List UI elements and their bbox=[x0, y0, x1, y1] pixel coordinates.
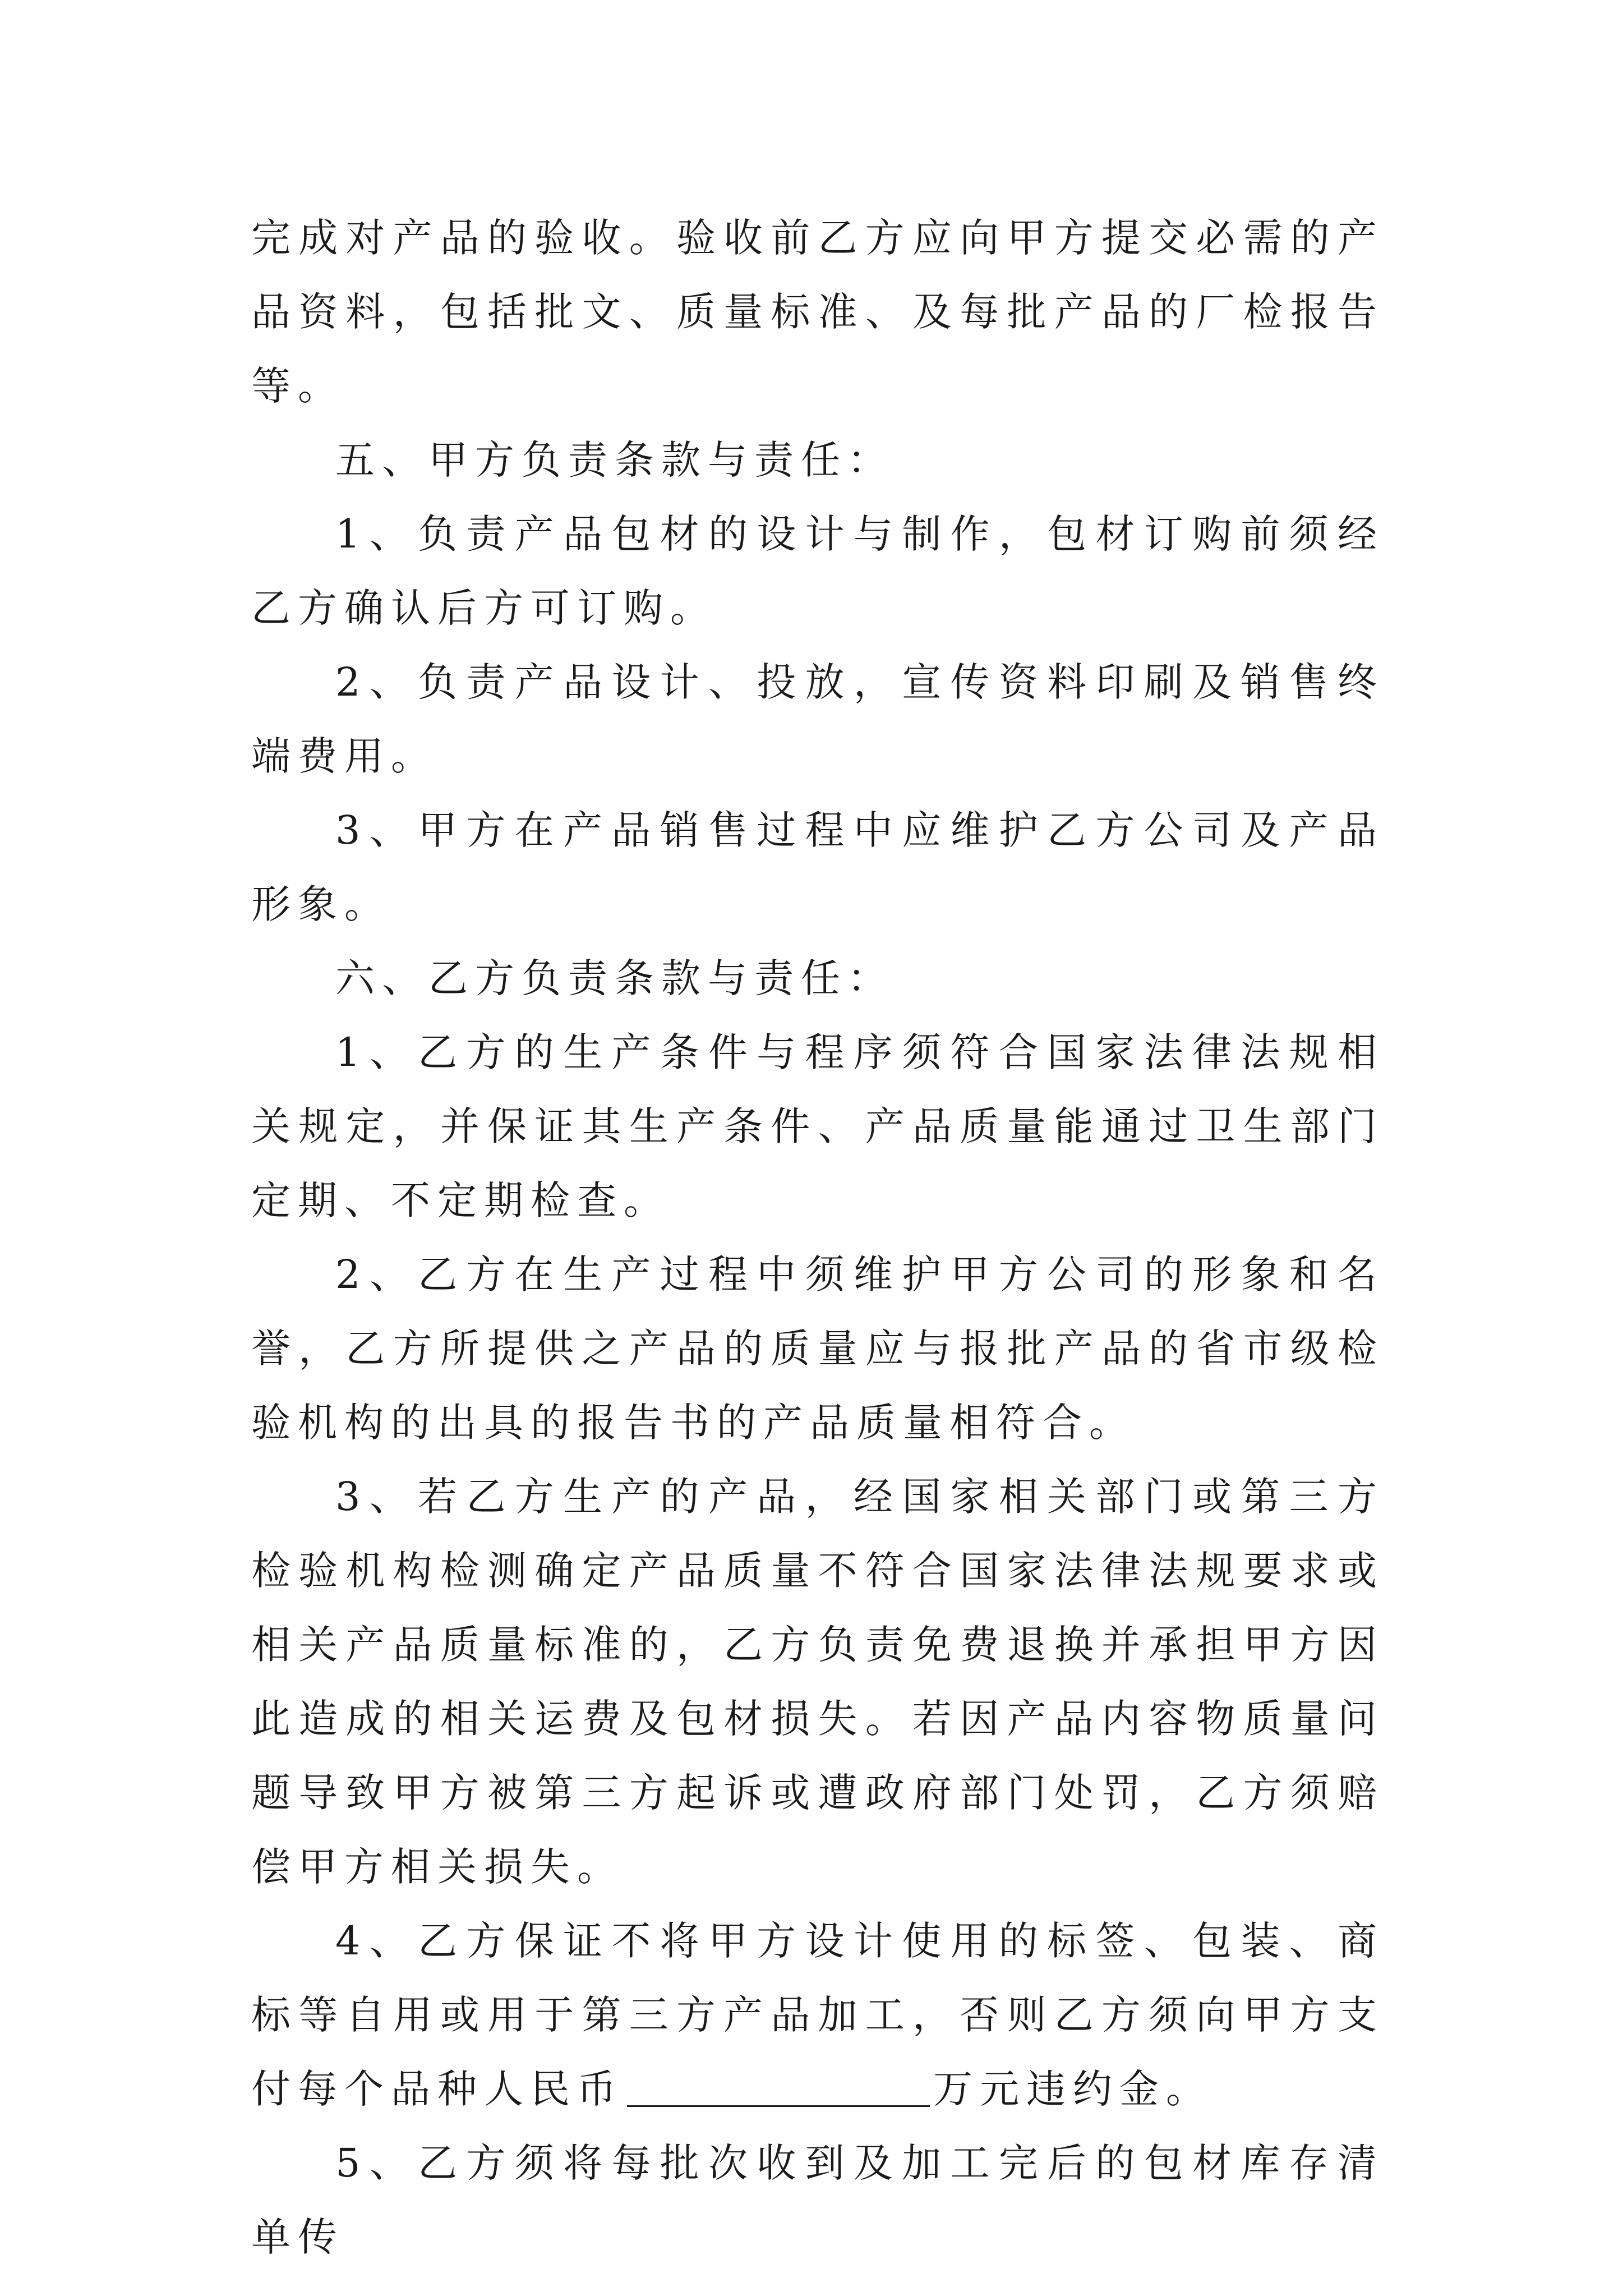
paragraph-party-b-item-4-text-after: 万元违约金。 bbox=[933, 2066, 1212, 2112]
paragraph-party-b-item-2: 2、乙方在生产过程中须维护甲方公司的形象和名誉，乙方所提供之产品的质量应与报批产品的省市级检验机构的出具的报告书的产品质量相符合。 bbox=[251, 1251, 1384, 1446]
document-body bbox=[251, 201, 1384, 2274]
heading-party-a-responsibilities: 五、甲方负责条款与责任： bbox=[335, 437, 894, 483]
paragraph-party-b-item-3: 3、若乙方生产的产品，经国家相关部门或第三方检验机构检测确定产品质量不符合国家法律法规要求或相关产品质量标准的，乙方负责免费退换并承担甲方因此造成的相关运费及包材损失。若因产品内容物质量问题导致甲方被第三方起诉或遭政府部门处罚，乙方须赔偿甲方相关损失。 bbox=[251, 1474, 1384, 1890]
paragraph-party-b-item-4 bbox=[251, 1904, 1384, 2126]
paragraph-party-a-item-3: 3、甲方在产品销售过程中应维护乙方公司及产品形象。 bbox=[251, 807, 1384, 927]
paragraph-party-b-item-1: 1、乙方的生产条件与程序须符合国家法律法规相关规定，并保证其生产条件、产品质量能通过卫生部门定期、不定期检查。 bbox=[251, 1029, 1384, 1223]
paragraph-party-a-item-1: 1、负责产品包材的设计与制作，包材订购前须经乙方确认后方可订购。 bbox=[251, 511, 1384, 631]
paragraph-acceptance: 完成对产品的验收。验收前乙方应向甲方提交必需的产品资料，包括批文、质量标准、及每批产品的厂检报告等。 bbox=[251, 215, 1384, 409]
paragraph-party-a-item-2: 2、负责产品设计、投放，宣传资料印刷及销售终端费用。 bbox=[251, 659, 1384, 779]
heading-party-b-responsibilities: 六、乙方负责条款与责任： bbox=[335, 955, 894, 1001]
paragraph-party-b-item-4-text-before: 4、乙方保证不将甲方设计使用的标签、包装、商标等自用或用于第三方产品加工，否则乙方须向甲方支付每个品种人民币 bbox=[251, 1918, 1384, 2112]
paragraph-party-b-item-5: 5、乙方须将每批次收到及加工完后的包材库存清单传 bbox=[251, 2140, 1384, 2260]
fill-in-blank-amount bbox=[627, 2066, 930, 2107]
